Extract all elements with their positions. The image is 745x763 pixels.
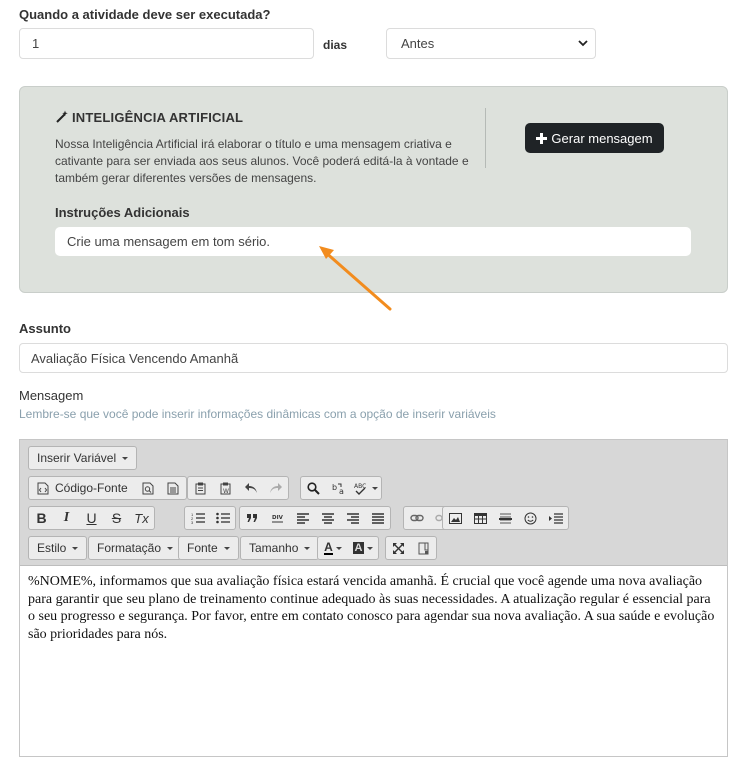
magic-wand-icon: [55, 110, 69, 124]
paste-word-icon: [219, 482, 232, 495]
size-dropdown[interactable]: [240, 536, 319, 560]
preview-button[interactable]: [136, 477, 161, 499]
source-code-button[interactable]: [29, 477, 136, 499]
maximize-icon: [392, 542, 405, 555]
plus-icon: [536, 133, 547, 144]
svg-text:a: a: [338, 486, 344, 495]
strikethrough-button[interactable]: S: [111, 510, 122, 526]
blockquote-button[interactable]: [240, 507, 265, 529]
div-container-icon: [271, 512, 284, 525]
toolbar-group-find: [300, 476, 382, 500]
align-left-button[interactable]: [290, 507, 315, 529]
bold-button[interactable]: B: [36, 510, 47, 526]
link-button[interactable]: [404, 507, 429, 529]
align-justify-icon: [372, 513, 384, 524]
source-code-icon: [37, 482, 49, 495]
caret-down-icon: [304, 547, 310, 550]
find-button[interactable]: [301, 477, 326, 499]
ai-description: Nossa Inteligência Artificial irá elaborar o título e uma mensagem criativa e cativante para ser enviada aos seus alunos. Você poderá editá-la à vontade e também gerar diferentes versões de mensagens.: [55, 137, 469, 185]
background-color-button[interactable]: [348, 537, 378, 559]
caret-down-icon: [372, 487, 378, 490]
quote-icon: [246, 513, 259, 523]
bulleted-list-icon: [216, 512, 230, 524]
redo-button[interactable]: [263, 477, 288, 499]
redo-icon: [269, 482, 283, 494]
document-icon: [167, 482, 179, 495]
instructions-label: Instruções Adicionais: [55, 205, 190, 220]
toolbar-group-colors: [317, 536, 379, 560]
show-blocks-icon: [417, 542, 430, 555]
align-justify-button[interactable]: [365, 507, 390, 529]
svg-text:DIV: DIV: [272, 514, 283, 521]
insert-variable-label: Inserir Variável: [37, 451, 117, 465]
page-break-button[interactable]: [543, 507, 568, 529]
align-left-icon: [297, 513, 309, 524]
svg-text:1: 1: [190, 512, 193, 517]
caret-down-icon: [72, 547, 78, 550]
toolbar-group-tools: [385, 536, 437, 560]
numbered-list-icon: [191, 512, 205, 524]
insert-variable-dropdown[interactable]: [28, 446, 137, 470]
paste-text-icon: [194, 482, 207, 495]
toolbar-group-insert: [442, 506, 569, 530]
page-break-icon: [549, 513, 563, 524]
toolbar-group-document: [28, 476, 187, 500]
days-input-value: 1: [32, 36, 40, 51]
toolbar-group-clipboard: [187, 476, 289, 500]
spellcheck-icon: [354, 482, 370, 495]
caret-down-icon: [367, 547, 373, 550]
text-color-icon: A: [324, 540, 333, 554]
style-dropdown-label: Estilo: [37, 541, 67, 555]
paste-word-button[interactable]: [213, 477, 238, 499]
format-dropdown-label: Formatação: [97, 541, 162, 555]
message-label: Mensagem: [19, 388, 84, 403]
schedule-question: Quando a atividade deve ser executada?: [19, 7, 271, 22]
svg-text:3: 3: [190, 520, 193, 524]
subject-input-value: Avaliação Física Vencendo Amanhã: [31, 351, 239, 366]
show-blocks-button[interactable]: [411, 537, 436, 559]
create-div-button[interactable]: [265, 507, 290, 529]
message-body[interactable]: %NOME%, informamos que sua avaliação física estará vencida amanhã. É crucial que você agende uma nova avaliação para garantir que seu plano de treinamento continue adequado às suas necessidades. A atualização regular é essencial para o seu progresso e segurança. Por favor, entre em contato conosco para agendar sua nova avaliação. A sua saúde e evolução são prioridades para nós.: [20, 566, 727, 756]
message-help: Lembre-se que você pode inserir informações dinâmicas com a opção de inserir variáveis: [19, 407, 496, 421]
editor-toolbar: [20, 440, 727, 566]
svg-text:2: 2: [190, 516, 193, 521]
style-dropdown[interactable]: [28, 536, 87, 560]
svg-text:ABC: ABC: [354, 482, 367, 490]
image-icon: [449, 513, 462, 524]
horizontal-rule-icon: [499, 513, 512, 524]
font-dropdown[interactable]: [178, 536, 239, 560]
preview-icon: [142, 482, 154, 495]
timing-select-value: Antes: [401, 36, 435, 51]
undo-button[interactable]: [238, 477, 263, 499]
remove-format-button[interactable]: Tx: [134, 510, 149, 526]
bulleted-list-button[interactable]: [210, 507, 235, 529]
subject-label: Assunto: [19, 321, 71, 336]
table-icon: [474, 513, 487, 524]
paste-text-button[interactable]: [188, 477, 213, 499]
emoji-button[interactable]: [518, 507, 543, 529]
format-dropdown[interactable]: [88, 536, 182, 560]
align-center-icon: [322, 513, 334, 524]
size-dropdown-label: Tamanho: [249, 541, 299, 555]
maximize-button[interactable]: [386, 537, 411, 559]
align-center-button[interactable]: [315, 507, 340, 529]
templates-button[interactable]: [161, 477, 186, 499]
toolbar-group-lists: [184, 506, 236, 530]
ai-title: INTELIGÊNCIA ARTIFICIAL: [72, 110, 244, 125]
table-button[interactable]: [468, 507, 493, 529]
search-icon: [307, 482, 320, 495]
ai-divider: [485, 108, 486, 168]
background-color-icon: A: [354, 542, 363, 554]
generate-message-button[interactable]: [525, 123, 664, 153]
message-editor: [19, 439, 728, 757]
smiley-icon: [524, 512, 537, 525]
italic-button[interactable]: I: [63, 510, 70, 525]
caret-down-icon: [122, 457, 128, 460]
image-button[interactable]: [443, 507, 468, 529]
text-color-button[interactable]: [318, 537, 348, 559]
underline-button[interactable]: U: [86, 510, 97, 526]
timing-select[interactable]: [386, 28, 596, 59]
numbered-list-button[interactable]: [185, 507, 210, 529]
undo-icon: [244, 482, 258, 494]
generate-message-label: Gerar mensagem: [551, 130, 653, 146]
subject-input[interactable]: [19, 343, 728, 373]
caret-down-icon: [224, 547, 230, 550]
days-unit-label: dias: [323, 38, 348, 52]
chevron-down-icon: [577, 37, 589, 49]
horizontal-rule-button[interactable]: [493, 507, 518, 529]
align-right-button[interactable]: [340, 507, 365, 529]
source-code-label: Código-Fonte: [55, 481, 128, 495]
font-dropdown-label: Fonte: [187, 541, 218, 555]
replace-button[interactable]: [326, 477, 351, 499]
caret-down-icon: [167, 547, 173, 550]
align-right-icon: [347, 513, 359, 524]
spellcheck-dropdown[interactable]: [351, 477, 381, 499]
caret-down-icon: [336, 547, 342, 550]
link-icon: [410, 513, 424, 523]
toolbar-group-basic: [28, 506, 155, 530]
replace-icon: [332, 482, 346, 495]
instructions-input-value: Crie uma mensagem em tom sério.: [67, 234, 271, 249]
annotation-arrow-icon: [310, 238, 400, 318]
toolbar-group-blocks: [239, 506, 391, 530]
svg-text:W: W: [223, 487, 229, 495]
svg-text:b: b: [331, 482, 337, 492]
days-input[interactable]: [19, 28, 314, 59]
